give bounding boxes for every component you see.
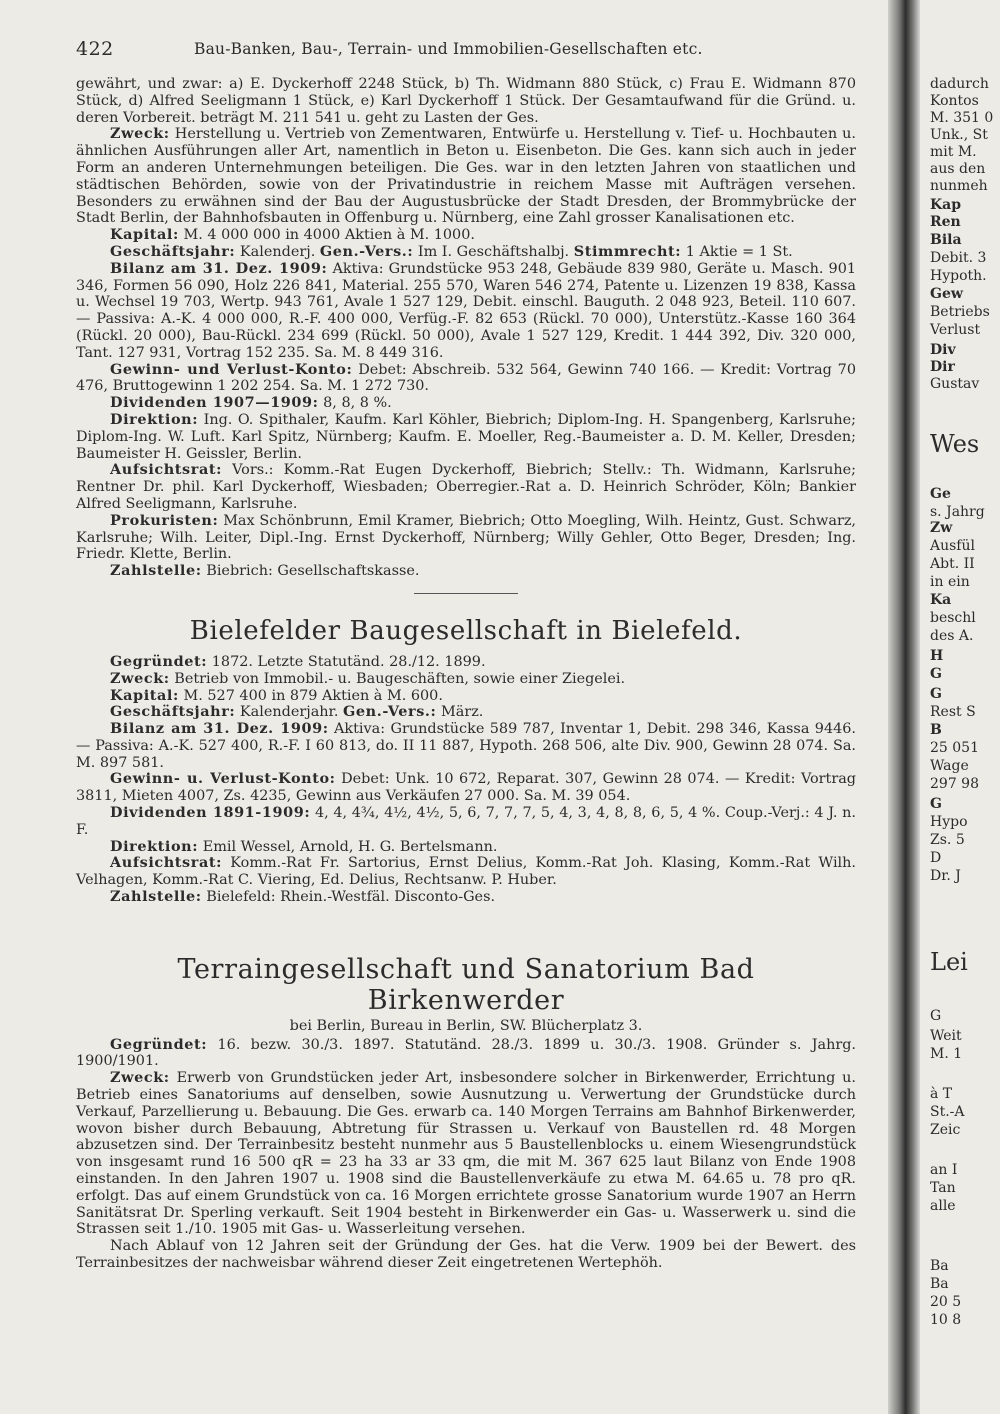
field-value: Debet: Unk. 10 672, Reparat. 307, Gewinn 28 074. — Kredit: Vortrag 3811, Mieten 4007, Zs. 4235, Gewinn aus Verkäufen 27 000. Sa. M. 39 054. (76, 771, 857, 805)
section1-kapital (76, 227, 856, 244)
field-value: 1872. Letzte Statutänd. 28./12. 1899. (211, 653, 486, 670)
field-label: Kapital: (110, 226, 179, 244)
right-page-text-fragment: à T (930, 1086, 953, 1102)
field-value: M. 4 000 000 in 4000 Aktien à M. 1000. (183, 227, 475, 244)
right-page-text-fragment: Bila (930, 232, 962, 248)
right-page-text-fragment: Hypo (930, 814, 968, 830)
field-value: Herstellung u. Vertrieb von Zementwaren, Entwürfe u. Herstellung v. Tief- u. Hochbauten u. ähnlichen Ausführungen aller Art, namentlich in Beton u. Eisenbeton. Die Ges. kann sich auch in jeder Form an anderen Unternehmungen beteiligen. Die Ges. war in den letzten Jahren von staatlichen und städtischen Behörden, sowie von der Privatindustrie in reichem Masse mit Aufträgen versehen. Besonders zu erwähnen sind der Bau der Augustusbrücke der Stadt Dresden, der Brommybrücke der Stadt Berlin, der Bahnhofsbauten in Offenburg u. Nürnberg, eine Zahl grosser Kanalisationen etc. (76, 126, 857, 227)
right-page-text-fragment: M. 351 0 (930, 110, 994, 126)
right-page-text-fragment: Dir (930, 359, 955, 375)
right-page-text-fragment: B (930, 722, 942, 738)
right-page-text-fragment: Hypoth. (930, 268, 987, 284)
section-divider (414, 593, 518, 594)
right-page-text-fragment: Ba (930, 1276, 949, 1292)
field-label: Geschäftsjahr: (110, 703, 236, 721)
right-page-text-fragment: Unk., St (930, 127, 988, 143)
right-page-text-fragment: Wes (930, 430, 980, 458)
right-page-text-fragment: G (930, 796, 942, 812)
field-value: Erwerb von Grundstücken jeder Art, insbesondere solcher in Birkenwerder, Errichtung u. Betrieb eines Sanatoriums auf denselben, sowie Ausnutzung u. Verwertung der Grundstücke durch Verkauf, Parzellierung u. Bebauung. Die Ges. erwarb ca. 140 Morgen Terrains am Bahnhof Birkenwerder, wovon bisher durch Bebauung, Abtretung für Strassen u. Verkauf von Baustellen rd. 48 Morgen abzusetzen sind. Der Terrainbesitz besteht nunmehr aus 5 Baustellenblocks u. einem Wiesengrundstück von insgesamt rund 16 500 qR = 23 ha 33 ar 33 qm, die mit M. 367 625 laut Bilanz von Ende 1908 einstanden. In den Jahren 1907 u. 1908 sind die Baustellenverkäufe zu etwa M. 64.65 u. 78 pro qR. erfolgt. Das auf einem Grundstück von ca. 16 Morgen errichtete grosse Sanatorium wurde 1907 an Herrn Sanitätsrat Dr. Sperling verkauft. Seit 1904 besteht in Birkenwerder ein Gas- u. Wasserwerk u. sind die Strassen seit 1./10. 1905 mit Gas- u. Wasserleitung versehen. (76, 1070, 856, 1238)
right-page-text-fragment: 10 8 (930, 1312, 962, 1328)
section2-zahlstelle (76, 889, 856, 906)
right-page-text-fragment: mit M. (930, 144, 977, 160)
page-header (76, 38, 866, 64)
right-page-text-fragment: beschl (930, 610, 976, 626)
field-value: Biebrich: Gesellschaftskasse. (206, 563, 420, 580)
section2-geschaeftsjahr (76, 704, 856, 721)
field-value: Aktiva: Grundstücke 953 248, Gebäude 839 980, Geräte u. Masch. 901 346, Formen 56 090, Holz 226 841, Material. 255 570, Waren 546 274, Patente u. Lizenzen 19 838, Kassa u. Wechsel 19 703, Wertp. 943 761, Avale 1 527 129, Debit. einschl. Bauguth. 2 048 923, Beteil. 110 607. — Passiva: A.-K. 4 000 000, R.-F. 400 000, Verfüg.-F. 82 653 (Rückl. 70 000), Unterstütz.-Kasse 160 364 (Rückl. 20 000), Bau-Rückl. 234 699 (Rückl. 50 000), Avale 1 527 129, Kredit. 1 444 392, Div. 320 000, Tant. 127 931, Vortrag 152 235. Sa. M. 8 449 316. (76, 260, 857, 361)
field-value: März. (441, 704, 484, 721)
field-value: Aktiva: Grundstücke 589 787, Inventar 1, Debit. 298 346, Kassa 9446. — Passiva: A.-K. 527 400, R.-F. I 60 813, do. II 11 887, Hypoth. 268 506, alte Div. 900, Gewinn 28 074. Sa. M. 897 581. (76, 721, 857, 771)
field-label: Gegründet: (110, 1035, 208, 1053)
right-page-text-fragment: D (930, 850, 942, 866)
section1-zahlstelle (76, 563, 856, 580)
right-page-text-fragment: M. 1 (930, 1046, 963, 1062)
section3-gegruendet (76, 1037, 856, 1071)
field-label: Gen.-Vers.: (343, 703, 437, 721)
field-label: Zweck: (110, 669, 170, 687)
right-page-text-fragment: Ba (930, 1258, 949, 1274)
field-value: 1 Aktie = 1 St. (685, 243, 793, 260)
field-label: Prokuristen: (110, 511, 219, 529)
right-page-text-fragment: nunmeh (930, 178, 988, 194)
right-page-text-fragment: G (930, 666, 942, 682)
field-label: Dividenden 1907—1909: (110, 394, 319, 412)
right-page-text-fragment: G (930, 686, 942, 702)
right-page-text-fragment: des A. (930, 628, 974, 644)
field-label: Aufsichtsrat: (110, 854, 223, 872)
page-number: 422 (76, 38, 114, 60)
field-value: M. 527 400 in 879 Aktien à M. 600. (183, 687, 443, 704)
right-page-text-fragment: an I (930, 1162, 958, 1178)
field-label: Aufsichtsrat: (110, 461, 223, 479)
right-page-text-fragment: St.-A (930, 1104, 965, 1120)
field-value: Vors.: Komm.-Rat Eugen Dyckerhoff, Biebrich; Stellv.: Th. Widmann, Karlsruhe; Rentner Dr. phil. Karl Dyckerhoff, Wiesbaden; Oberregier.-Rat a. D. Heinrich Schröder, Köln; Bankier Alfred Seeligmann, Karlsruhe. (76, 462, 856, 512)
right-page-text-fragment: alle (930, 1198, 956, 1214)
section2-bilanz (76, 721, 856, 771)
right-page-text-fragment: dadurch (930, 76, 989, 92)
right-page-text-fragment: 20 5 (930, 1294, 962, 1310)
right-page-text-fragment: Debit. 3 (930, 250, 987, 266)
right-page-fragment (924, 0, 1000, 1414)
section2-gegruendet (76, 654, 856, 671)
field-value: Bielefeld: Rhein.-Westfäl. Disconto-Ges. (206, 889, 496, 906)
main-column (76, 76, 856, 1272)
field-value: Emil Wessel, Arnold, H. G. Bertelsmann. (202, 838, 498, 855)
right-page-text-fragment: G (930, 1008, 942, 1024)
section1-zweck (76, 126, 856, 227)
company-subtitle-birkenwerder: bei Berlin, Bureau in Berlin, SW. Blücherplatz 3. (289, 1017, 643, 1034)
field-value: 4, 4, 4¾, 4½, 4½, 5, 6, 7, 7, 7, 5, 4, 3, 4, 8, 8, 6, 5, 4 %. Coup.-Verj.: 4 J. n. F. (76, 805, 856, 838)
right-page-text-fragment: Kap (930, 197, 962, 213)
right-page-text-fragment: Kontos (930, 93, 979, 109)
field-label: Geschäftsjahr: (110, 242, 236, 260)
field-label: Gewinn- und Verlust-Konto: (110, 360, 353, 378)
right-page-text-fragment: Ka (930, 592, 952, 608)
section1-direktion (76, 412, 856, 462)
section1-prokuristen (76, 513, 856, 563)
section2-direktion (76, 839, 856, 856)
section3-last-paragraph: Nach Ablauf von 12 Jahren seit der Gründung der Ges. hat die Verw. 1909 bei der Bewert. des Terrainbesitzes der nachweisbar während dieser Zeit eingetretenen Wertерhöh. (76, 1238, 856, 1272)
right-page-text-fragment: Lei (930, 948, 968, 976)
section1-dividenden (76, 395, 856, 412)
company-title-bielefeld: Bielefelder Baugesellschaft in Bielefeld. (189, 615, 743, 646)
right-page-text-fragment: Tan (930, 1180, 956, 1196)
field-label: Dividenden 1891-1909: (110, 804, 311, 822)
right-page-text-fragment: Ren (930, 214, 961, 230)
field-label: Gewinn- u. Verlust-Konto: (110, 770, 336, 788)
section1-aufsichtsrat (76, 462, 856, 512)
field-value: Debet: Abschreib. 532 564, Gewinn 740 166. — Kredit: Vortrag 70 476, Bruttogewinn 1 202 254. Sa. M. 1 272 730. (76, 361, 856, 395)
right-page-text-fragment: Betriebs (930, 304, 990, 320)
right-page-text-fragment: Abt. II (930, 556, 975, 572)
field-label: Bilanz am 31. Dez. 1909: (110, 259, 328, 277)
field-value: 8, 8, 8 %. (323, 395, 392, 412)
section1-guv (76, 362, 856, 396)
right-page-text-fragment: Ausfül (930, 538, 975, 554)
right-page-text-fragment: Ge (930, 486, 951, 502)
field-value: Max Schönbrunn, Emil Kramer, Biebrich; Otto Moegling, Wilh. Heintz, Gust. Schwarz, Karlsruhe; Wilh. Leiter, Dipl.-Ing. Ernst Dyckerhoff, Nürnberg; Willy Gehler, Otto Beger, Dresden; Ing. Friedr. Klette, Berlin. (76, 512, 856, 563)
right-page-text-fragment: Div (930, 342, 956, 358)
right-page-text-fragment: Gustav (930, 376, 980, 392)
right-page-text-fragment: s. Jahrg (930, 504, 985, 520)
field-label: Zahlstelle: (110, 562, 202, 580)
right-page-text-fragment: aus den (930, 161, 986, 177)
section2-dividenden (76, 805, 856, 839)
field-value: Kalenderjahr. (239, 704, 339, 721)
section1-bilanz (76, 261, 856, 362)
section1-geschaeftsjahr (76, 244, 856, 261)
field-value: 16. bezw. 30./3. 1897. Statutänd. 28./3. 1899 u. 30./3. 1908. Gründer s. Jahrg. 1900/1901. (76, 1036, 856, 1070)
right-page-text-fragment: Rest S (930, 704, 976, 720)
right-page-text-fragment: in ein (930, 574, 970, 590)
field-value: Ing. O. Spithaler, Kaufm. Karl Köhler, Biebrich; Diplom-Ing. H. Spangenberg, Karlsruhe; Diplom-Ing. W. Luft. Karl Spitz, Nürnberg; Kaufm. E. Moeller, Reg.-Baumeister a. D. M. Keller, Dresden; Baumeister H. Geissler, Berlin. (76, 411, 857, 462)
book-gutter (888, 0, 920, 1414)
field-label: Direktion: (110, 837, 199, 855)
field-label: Bilanz am 31. Dez. 1909: (110, 720, 329, 738)
company-title-birkenwerder: Terraingesellschaft und Sanatorium Bad Birkenwerder (177, 953, 755, 1016)
field-value: Betrieb von Immobil.- u. Baugeschäften, sowie einer Ziegelei. (174, 670, 626, 687)
right-page-text-fragment: Weit (930, 1028, 962, 1044)
section2-guv (76, 771, 856, 805)
field-value: Im I. Geschäftshalbj. (417, 243, 570, 260)
right-page-text-fragment: Zeic (930, 1122, 961, 1138)
field-label: Gegründet: (110, 652, 208, 670)
field-label: Zweck: (110, 125, 170, 143)
field-label: Gen.-Vers.: (319, 242, 414, 260)
field-label: Stimmrecht: (573, 242, 682, 260)
section1-intro-paragraph: gewährt, und zwar: a) E. Dyckerhoff 2248 Stück, b) Th. Widmann 880 Stück, c) Frau E. Widmann 870 Stück, d) Alfred Seeligmann 1 Stück, e) Karl Dyckerhoff 1 Stück. Der Gesamtaufwand für die Gründ. u. deren Vorbereit. beträgt M. 211 541 u. geht zu Lasten der Ges. (76, 76, 856, 126)
field-value: Kalenderj. (239, 243, 316, 260)
right-page-text-fragment: Wage (930, 758, 969, 774)
right-page-text-fragment: Gew (930, 286, 963, 302)
field-label: Direktion: (110, 410, 199, 428)
right-page-text-fragment: 297 98 (930, 776, 979, 792)
right-page-text-fragment: Verlust (930, 322, 981, 338)
field-label: Zweck: (110, 1069, 170, 1087)
field-label: Zahlstelle: (110, 888, 202, 906)
section2-zweck (76, 671, 856, 688)
right-page-text-fragment: 25 051 (930, 740, 979, 756)
right-page-text-fragment: H (930, 648, 944, 664)
field-label: Kapital: (110, 686, 179, 704)
running-title: Bau-Banken, Bau-, Terrain- und Immobilien-Gesellschaften etc. (194, 40, 703, 58)
field-value: Komm.-Rat Fr. Sartorius, Ernst Delius, Komm.-Rat Joh. Klasing, Komm.-Rat Wilh. Velhagen, Komm.-Rat C. Viering, Ed. Delius, Rechtsanw. P. Huber. (76, 855, 856, 889)
section3-zweck (76, 1070, 856, 1238)
right-page-text-fragment: Dr. J (930, 868, 961, 884)
section2-aufsichtsrat (76, 855, 856, 889)
section2-kapital (76, 688, 856, 705)
right-page-text-fragment: Zw (930, 520, 953, 536)
right-page-text-fragment: Zs. 5 (930, 832, 965, 848)
